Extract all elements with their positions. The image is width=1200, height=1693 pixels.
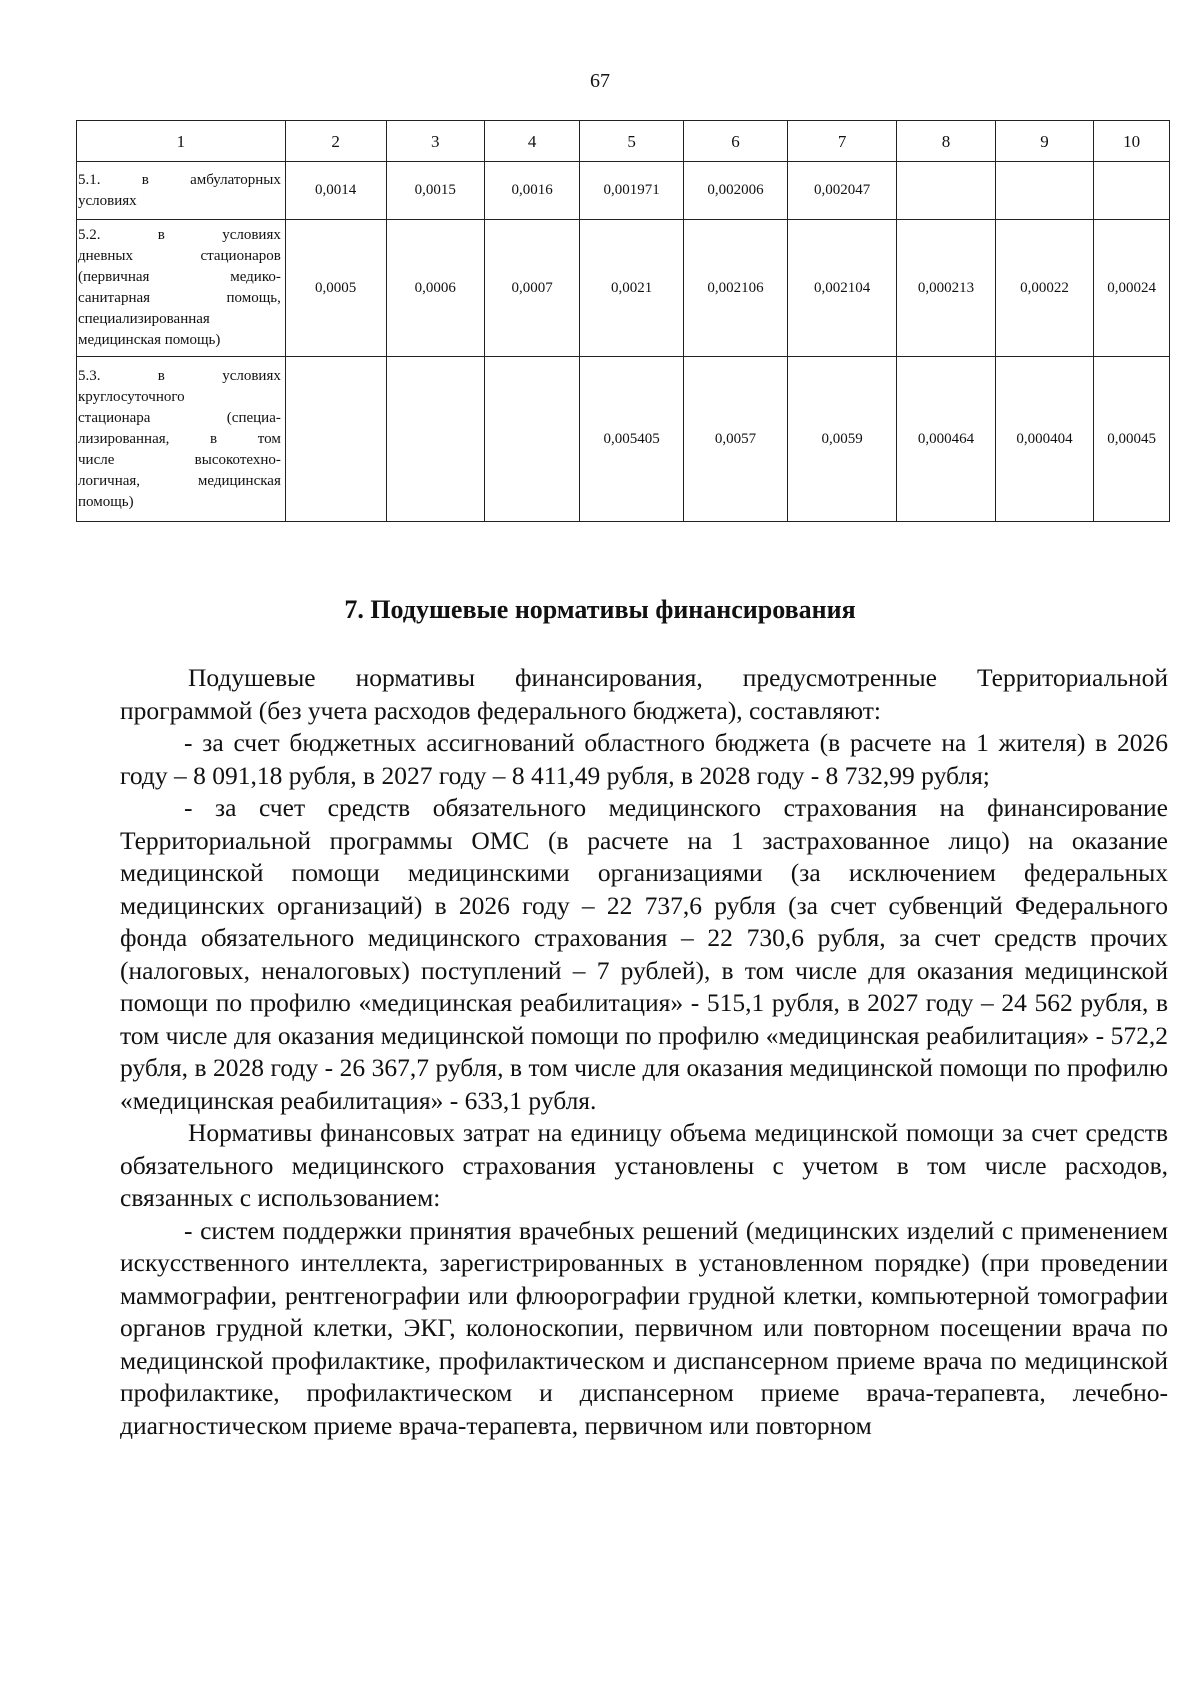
header-cell: 5 — [580, 121, 684, 162]
body-text — [120, 662, 1168, 1442]
header-cell: 7 — [787, 121, 896, 162]
table-cell: 0,0059 — [787, 357, 896, 522]
table-cell: 0,0006 — [386, 220, 484, 357]
row-label: 5.1. в амбулаторных условиях — [77, 162, 286, 220]
header-cell: 10 — [1094, 121, 1170, 162]
paragraph: Подушевые нормативы финансирования, предусмотренные Территориальной программой (без учета расходов федерального бюджета), составляют: — [120, 663, 1168, 725]
list-item: - за счет бюджетных ассигнований областного бюджета (в расчете на 1 жителя) в 2026 году – 8 091,18 рубля, в 2027 году – 8 411,49 рубля, в 2028 году - 8 732,99 рубля; — [120, 728, 1168, 790]
header-cell: 2 — [285, 121, 386, 162]
header-cell: 3 — [386, 121, 484, 162]
table-cell: 0,0014 — [285, 162, 386, 220]
section-heading: 7. Подушевые нормативы финансирования — [344, 595, 856, 624]
table-row — [77, 220, 1170, 357]
table-cell: 0,00022 — [995, 220, 1093, 357]
table-header-row — [77, 121, 1170, 162]
header-cell: 4 — [484, 121, 579, 162]
table-cell — [386, 357, 484, 522]
header-cell: 9 — [995, 121, 1093, 162]
header-cell: 6 — [684, 121, 788, 162]
list-item: - систем поддержки принятия врачебных решений (медицинских изделий с применением искусственного интеллекта, зарегистрированных в установленном порядке) (при проведении маммографии, рентгенографии или флюорографии грудной клетки, компьютерной томографии органов грудной клетки, ЭКГ, колоноскопии, первичном или повторном посещении врача по медицинской профилактике, профилактическом и диспансерном приеме врача по медицинской профилактике, профилактическом и диспансерном приеме врача-терапевта, лечебно-диагностическом приеме врача-терапевта, первичном или повторном — [120, 1215, 1168, 1440]
row-label: 5.2. в условиях дневных стационаров (первичная медико- санитарная помощь, специализированная медицинская помощь) — [77, 220, 286, 357]
header-cell: 1 — [77, 121, 286, 162]
table-cell: 0,0021 — [580, 220, 684, 357]
table-cell — [285, 357, 386, 522]
table-cell: 0,000464 — [897, 357, 995, 522]
table-cell: 0,0057 — [684, 357, 788, 522]
list-item: - за счет средств обязательного медицинского страхования на финансирование Территориальной программы ОМС (в расчете на 1 застрахованное лицо) на оказание медицинской помощи медицинскими организациями (за исключением федеральных медицинских организаций) в 2026 году – 22 737,6 рубля (за счет субвенций Федерального фонда обязательного медицинского страхования – 22 730,6 рубля, за счет средств прочих (налоговых, неналоговых) поступлений – 7 рублей), в том числе для оказания медицинской помощи по профилю «медицинская реабилитация» - 515,1 рубля, в 2027 году – 24 562 рубля, в том числе для оказания медицинской помощи по профилю «медицинская реабилитация» - 572,2 рубля, в 2028 году - 26 367,7 рубля, в том числе для оказания медицинской помощи по профилю «медицинская реабилитация» - 633,1 рубля. — [120, 793, 1168, 1115]
table-cell: 0,0005 — [285, 220, 386, 357]
table-cell — [995, 162, 1093, 220]
table-cell — [1094, 162, 1170, 220]
table-cell: 0,005405 — [580, 357, 684, 522]
table-cell: 0,0016 — [484, 162, 579, 220]
table-cell: 0,002047 — [787, 162, 896, 220]
table-cell: 0,0007 — [484, 220, 579, 357]
table-cell: 0,0015 — [386, 162, 484, 220]
table-row — [77, 357, 1170, 522]
table-cell: 0,000404 — [995, 357, 1093, 522]
norms-table — [76, 120, 1170, 522]
table-cell: 0,002006 — [684, 162, 788, 220]
table-cell: 0,002106 — [684, 220, 788, 357]
row-label: 5.3. в условиях круглосуточного стационара (специа- лизированная, в том числе высокотехно- логичная, медицинская помощь) — [77, 357, 286, 522]
table-cell: 0,000213 — [897, 220, 995, 357]
page-number: 67 — [590, 70, 610, 92]
table-row — [77, 162, 1170, 220]
paragraph: Нормативы финансовых затрат на единицу объема медицинской помощи за счет средств обязательного медицинского страхования установлены с учетом в том числе расходов, связанных с использованием: — [120, 1118, 1168, 1212]
header-cell: 8 — [897, 121, 995, 162]
table-cell: 0,001971 — [580, 162, 684, 220]
table-cell: 0,00045 — [1094, 357, 1170, 522]
table-cell: 0,00024 — [1094, 220, 1170, 357]
table-cell — [897, 162, 995, 220]
table-cell: 0,002104 — [787, 220, 896, 357]
table-cell — [484, 357, 579, 522]
